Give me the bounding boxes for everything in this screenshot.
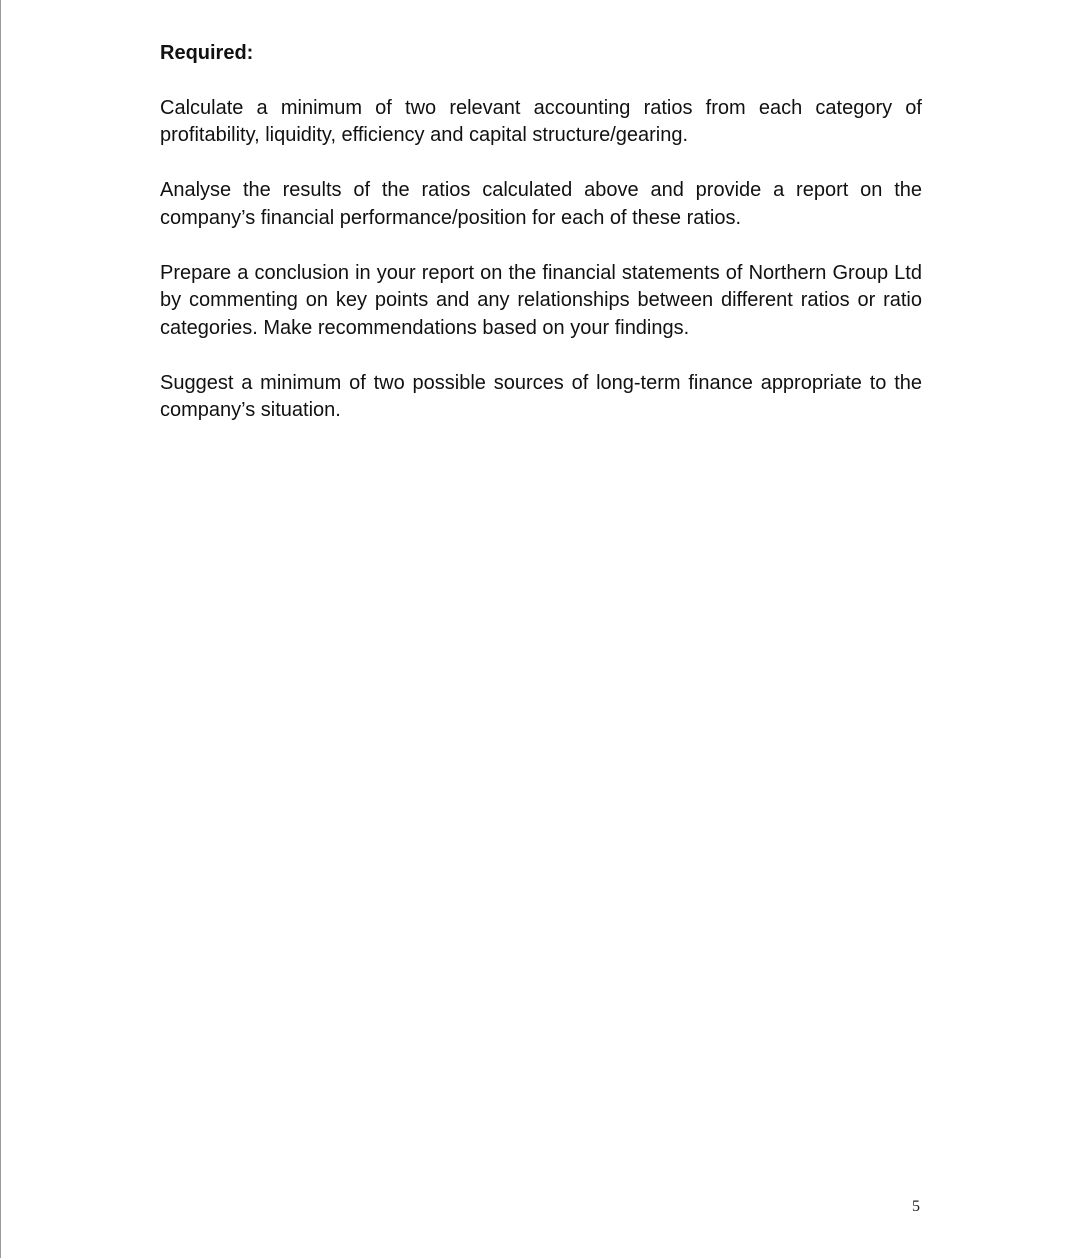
- paragraph-long-term-finance: Suggest a minimum of two possible sources of long-term finance appropriate to the company’s situation.: [160, 371, 922, 421]
- paragraph-ratios-analysis: Analyse the results of the ratios calculated above and provide a report on the company’s financial performance/position for each of these ratios.: [160, 179, 922, 229]
- page-content: [160, 40, 922, 425]
- paragraph-conclusion: Prepare a conclusion in your report on the financial statements of Northern Group Ltd by commenting on key points and any relationships between different ratios or ratio categories. Make recommendations based on your findings.: [160, 261, 922, 339]
- page-number: 5: [912, 1198, 920, 1215]
- required-heading: Required:: [160, 42, 254, 64]
- paragraph-ratios-calculation: Calculate a minimum of two relevant accounting ratios from each category of profitability, liquidity, efficiency and capital structure/gearing.: [160, 96, 922, 146]
